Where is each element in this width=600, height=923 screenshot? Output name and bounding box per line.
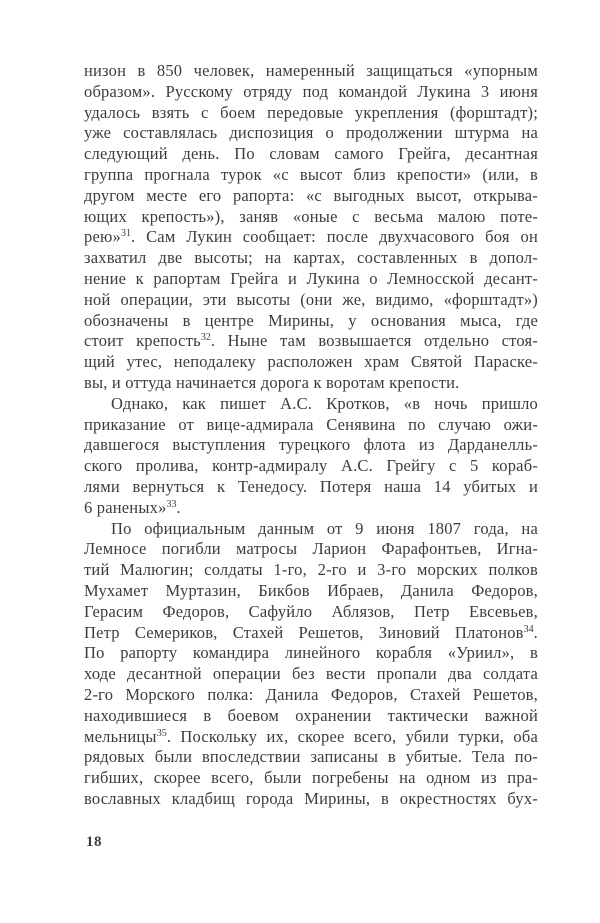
text-line: ной операции, эти высоты (они же, видимо, «форштадт») xyxy=(84,289,538,309)
text-run: 6 раненых» xyxy=(84,497,167,517)
text-line: группа прогнала турок «с высот близ крепости» (или, в xyxy=(84,164,538,184)
text-line: приказание от вице-адмирала Сенявина по случаю ожи- xyxy=(84,414,538,434)
text-line: Герасим Федоров, Сафуйло Аблязов, Петр Евсевьев, xyxy=(84,601,538,621)
text-line: нение к рапортам Грейга и Лукина о Лемносской десант- xyxy=(84,268,538,288)
paragraph xyxy=(84,519,538,810)
text-line: другом месте его рапорта: «с выгодных высот, открыва- xyxy=(84,185,538,205)
text-line xyxy=(84,498,538,519)
text-line: лями вернуться к Тенедосу. Потеря наша 14 убитых и xyxy=(84,476,538,496)
footnote-ref: 31 xyxy=(120,228,131,240)
footnote-ref: 34 xyxy=(523,623,534,635)
footnote-ref: 33 xyxy=(166,498,177,510)
text-line: уже составлялась диспозиция о продолжении штурма на xyxy=(84,123,538,143)
text-line: тий Малюгин; солдаты 1-го, 2-го и 3-го морских полков xyxy=(84,560,538,580)
text-line xyxy=(84,727,538,748)
text-line: По официальным данным от 9 июня 1807 года, на xyxy=(111,518,538,538)
text-run: . xyxy=(533,622,538,642)
page-number: 18 xyxy=(86,834,102,850)
footnote-ref: 32 xyxy=(200,332,211,344)
text-line: рядовых были впоследствии записаны в убитые. Тела по- xyxy=(84,747,538,767)
text-line: низон в 850 человек, намеренный защищаться «упорным xyxy=(84,61,538,80)
text-line: ского пролива, контр-адмиралу А.С. Грейгу с 5 кораб- xyxy=(84,456,538,476)
text-line: Лемносе погибли матросы Ларион Фарафонтьев, Игна- xyxy=(84,539,538,559)
text-run: Петр Семериков, Стахей Решетов, Зиновий Платонов xyxy=(84,622,524,642)
text-line: вы, и оттуда начинается дорога к воротам крепости. xyxy=(84,372,460,392)
text-line: следующий день. По словам самого Грейга, десантная xyxy=(84,144,538,164)
text-run: . Поскольку их, скорее всего, убили турки, оба xyxy=(166,726,538,746)
text-line: По рапорту командира линейного корабля «Уриил», в xyxy=(84,643,538,663)
text-line: гибших, скорее всего, были погребены на одном из пра- xyxy=(84,768,538,788)
text-line: находившиеся в боевом охранении тактически важной xyxy=(84,705,538,725)
paragraph xyxy=(84,61,538,394)
text-line: обозначены в центре Мирины, у основания мыса, где xyxy=(84,310,538,330)
text-run: мельницы xyxy=(84,726,157,746)
text-line: давшегося выступления турецкого флота из Дарданелль- xyxy=(84,435,538,455)
text-run: . xyxy=(176,497,181,517)
text-line xyxy=(84,227,538,248)
text-line: 2-го Морского полка: Данила Федоров, Стахей Решетов, xyxy=(84,684,538,704)
text-run: стоит крепость xyxy=(84,331,201,351)
text-line xyxy=(84,331,538,352)
text-line: ходе десантной операции без вести пропали два солдата xyxy=(84,664,538,684)
text-run: . Сам Лукин сообщает: после двухчасового боя он xyxy=(130,227,538,247)
text-run: . Ныне там возвышается отдельно стоя- xyxy=(210,331,538,351)
text-line: щий утес, неподалеку расположен храм Святой Параске- xyxy=(84,352,538,372)
text-line: захватил две высоты; на картах, составленных в допол- xyxy=(84,248,538,268)
text-line: ющих крепость»), заняв «оные с весьма малою поте- xyxy=(84,206,538,226)
text-block xyxy=(84,61,538,810)
text-line xyxy=(84,623,538,644)
text-line: образом». Русскому отряду под командой Лукина 3 июня xyxy=(84,81,538,101)
text-line: вославных кладбищ города Мирины, в окрестностях бух- xyxy=(84,788,538,808)
paragraph xyxy=(84,394,538,519)
text-line: Мухамет Муртазин, Бикбов Ибраев, Данила Федоров, xyxy=(84,580,538,600)
text-line: удалось взять с боем передовые укрепления (форштадт); xyxy=(84,102,538,122)
text-run: рею» xyxy=(84,227,121,247)
text-line: Однако, как пишет А.С. Кротков, «в ночь пришло xyxy=(111,393,538,413)
footnote-ref: 35 xyxy=(156,727,167,739)
